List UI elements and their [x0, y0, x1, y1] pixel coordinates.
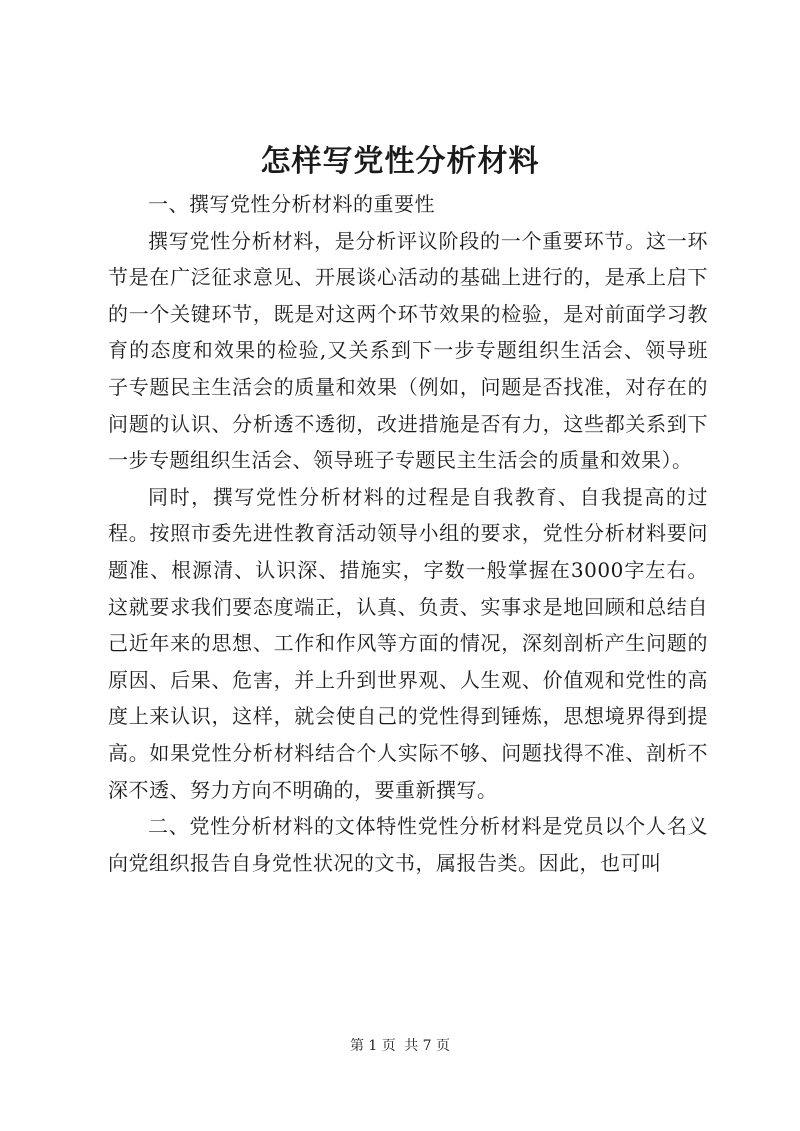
document-title: 怎样写党性分析材料: [260, 144, 540, 179]
body-paragraph: 撰写党性分析材料，是分析评议阶段的一个重要环节。这一环节是在广泛征求意见、开展谈心活动的基础上进行的，是承上启下的一个关键环节，既是对这两个环节效果的检验，是对前面学习教育的态度和效果的检验,又关系到下一步专题组织生活会、领导班子专题民主生活会的质量和效果（例如，问题是否找准，对存在的问题的认识、分析透不透彻，改进措施是否有力，这些都关系到下一步专题组织生活会、领导班子专题民主生活会的质量和效果）。: [108, 228, 708, 473]
section-heading: 一、撰写党性分析材料的重要性: [148, 192, 435, 216]
body-paragraph: 同时，撰写党性分析材料的过程是自我教育、自我提高的过程。按照市委先进性教育活动领导小组的要求，党性分析材料要问题准、根源清、认识深、措施实，字数一般掌握在3000字左右。这就要求我们要态度端正，认真、负责、实事求是地回顾和总结自己近年来的思想、工作和作风等方面的情况，深刻剖析产生问题的原因、后果、危害，并上升到世界观、人生观、价值观和党性的高度上来认识，这样，就会使自己的党性得到锤炼，思想境界得到提高。如果党性分析材料结合个人实际不够、问题找得不准、剖析不深不透、努力方向不明确的，要重新撰写。: [108, 484, 708, 802]
body-paragraph: 二、党性分析材料的文体特性党性分析材料是党员以个人名义向党组织报告自身党性状况的文书，属报告类。因此，也可叫: [108, 814, 708, 875]
page-number: 第 1 页: [349, 1038, 396, 1054]
document-body: [108, 186, 708, 881]
page-total: 共 7 页: [404, 1038, 451, 1054]
page-footer: [0, 1035, 800, 1055]
